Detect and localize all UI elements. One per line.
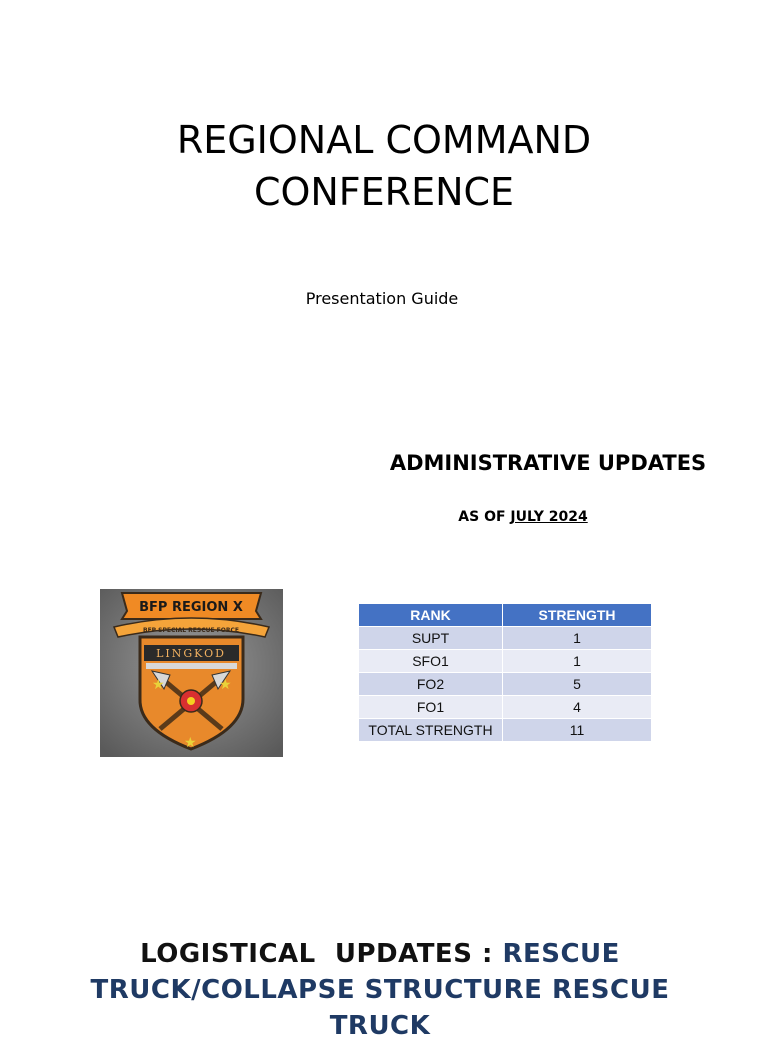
logistical-updates-heading bbox=[80, 936, 680, 1044]
rank-cell: FO1 bbox=[359, 696, 502, 718]
subtitle: Presentation Guide bbox=[305, 289, 459, 308]
logistics-separator: : bbox=[481, 939, 493, 969]
logistics-line-1-rest: RESCUE bbox=[502, 939, 620, 969]
rank-cell: SFO1 bbox=[359, 650, 502, 672]
hydrant-center bbox=[187, 697, 195, 705]
rank-cell: FO2 bbox=[359, 673, 502, 695]
rank-cell: SUPT bbox=[359, 627, 502, 649]
strength-cell: 1 bbox=[503, 650, 651, 672]
logistics-line-1 bbox=[80, 936, 680, 972]
table-row bbox=[359, 627, 651, 649]
title-line-1: REGIONAL COMMAND bbox=[176, 118, 592, 162]
bfp-region-x-logo bbox=[100, 589, 283, 757]
table-header-row bbox=[359, 604, 651, 626]
header-strength: STRENGTH bbox=[503, 604, 651, 626]
star-icon-bottom: ★ bbox=[184, 735, 197, 751]
table-row-total bbox=[359, 719, 651, 741]
strength-table bbox=[358, 603, 652, 742]
total-label-cell: TOTAL STRENGTH bbox=[359, 719, 502, 741]
logistics-line-3: TRUCK bbox=[329, 1011, 431, 1041]
logistics-prefix: LOGISTICAL UPDATES bbox=[140, 939, 473, 969]
star-icon-left: ★ bbox=[152, 677, 165, 693]
stripe-bar bbox=[146, 663, 237, 669]
ribbon-text: BFP SPECIAL RESCUE FORCE bbox=[143, 627, 239, 634]
table-row bbox=[359, 650, 651, 672]
logistics-line-2: TRUCK/COLLAPSE STRUCTURE RESCUE bbox=[90, 975, 670, 1005]
star-icon-right: ★ bbox=[219, 677, 232, 693]
strength-cell: 5 bbox=[503, 673, 651, 695]
admin-updates-heading: ADMINISTRATIVE UPDATES bbox=[389, 451, 707, 475]
strength-cell: 1 bbox=[503, 627, 651, 649]
table-row bbox=[359, 696, 651, 718]
as-of-prefix: AS OF bbox=[458, 509, 506, 525]
title-line-2: CONFERENCE bbox=[253, 170, 515, 214]
page-title bbox=[84, 114, 684, 218]
total-value-cell: 11 bbox=[503, 719, 651, 741]
as-of-line bbox=[398, 506, 648, 528]
strength-cell: 4 bbox=[503, 696, 651, 718]
header-rank: RANK bbox=[359, 604, 502, 626]
logo-name-text: LINGKOD bbox=[156, 647, 226, 660]
table-row bbox=[359, 673, 651, 695]
as-of-date: JULY 2024 bbox=[510, 509, 588, 525]
banner-text: BFP REGION X bbox=[139, 600, 243, 615]
logo-graphic bbox=[100, 589, 283, 757]
